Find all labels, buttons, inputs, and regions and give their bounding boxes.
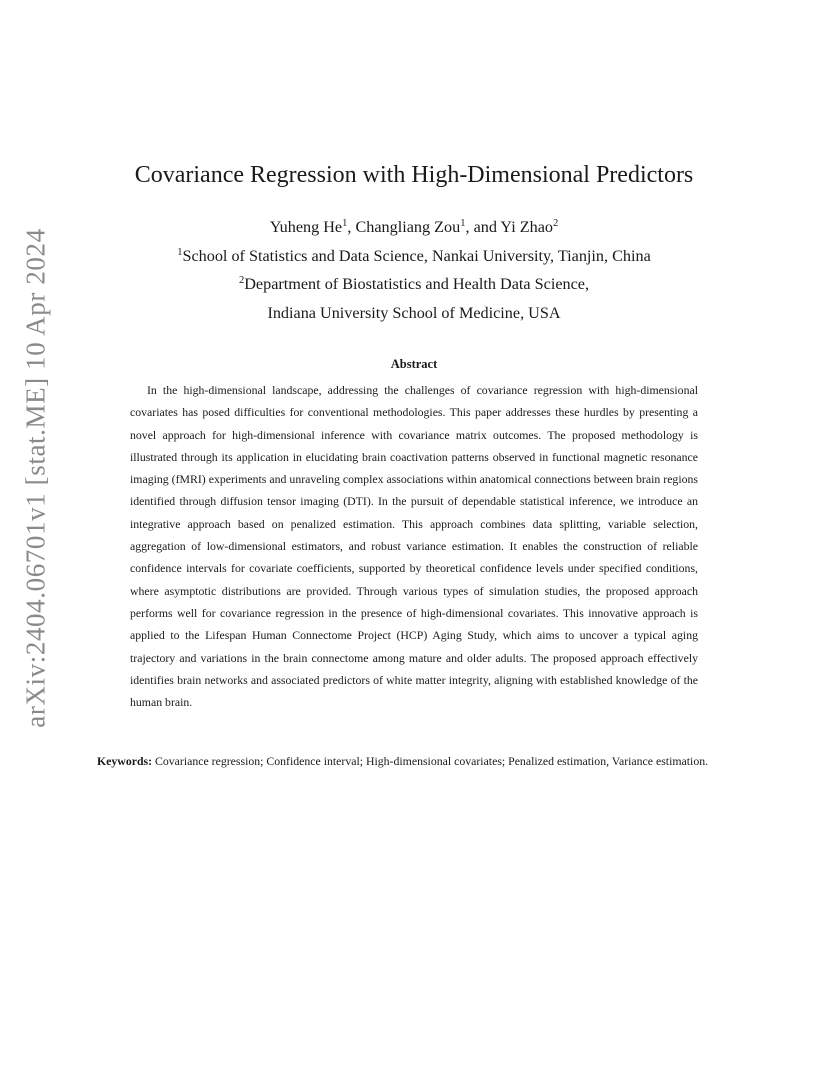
affiliation-mark: 2 — [238, 275, 245, 286]
author-separator: , and — [465, 218, 501, 236]
affiliation-text: Department of Biostatistics and Health Data Science, — [244, 275, 590, 293]
author-name: Yuheng He — [269, 218, 343, 236]
author-block — [0, 213, 828, 327]
affiliation-mark: 1 — [177, 246, 183, 258]
abstract-heading: Abstract — [390, 357, 438, 371]
paper-title: Covariance Regression with High-Dimensional Predictors — [134, 162, 694, 188]
author-separator: , — [347, 218, 356, 236]
author-list — [0, 213, 828, 242]
affiliation-line — [0, 242, 828, 271]
author-name: Changliang Zou — [355, 218, 461, 236]
author-affiliation-mark: 1 — [342, 218, 348, 229]
affiliation-line — [0, 270, 828, 299]
arxiv-identifier-stamp: arXiv:2404.06701v1 [stat.ME] 10 Apr 2024 — [20, 228, 51, 728]
affiliation-line — [0, 299, 828, 328]
affiliation-text: Indiana University School of Medicine, USA — [267, 303, 561, 322]
abstract-text: In the high-dimensional landscape, addressing the challenges of covariance regression with high-dimensional covariates has posed difficulties for conventional methodologies. This paper addresses these hurdles by presenting a novel approach for high-dimensional inference with covariance matrix outcomes. The proposed methodology is illustrated through its application in elucidating brain coactivation patterns observed in functional magnetic resonance imaging (fMRI) experiments and unraveling complex associations within anatomical connections between brain regions identified through diffusion tensor imaging (DTI). In the pursuit of dependable statistical inference, we introduce an integrative approach based on penalized estimation. This approach combines data splitting, variable selection, aggregation of low-dimensional estimators, and robust variance estimation. It enables the construction of reliable confidence intervals for covariate coefficients, supported by theoretical confidence levels under specified conditions, where asymptotic distributions are provided. Through various types of simulation studies, the proposed approach performs well for covariance regression in the presence of high-dimensional covariates. This innovative approach is applied to the Lifespan Human Connectome Project (HCP) Aging Study, which aims to uncover a typical aging trajectory and variations in the brain connectome among mature and older adults. The proposed approach effectively identifies brain networks and associated predictors of white matter integrity, aligning with established knowledge of the human brain. — [130, 383, 698, 710]
keywords-paragraph — [97, 749, 732, 773]
keywords-label: Keywords: — [97, 754, 153, 768]
keywords-text: Covariance regression; Confidence interval; High-dimensional covariates; Penalized estimation, Variance estimation. — [155, 754, 709, 768]
author-name: Yi Zhao — [500, 218, 554, 236]
author-affiliation-mark: 2 — [553, 218, 559, 229]
author-affiliation-mark: 1 — [460, 218, 466, 229]
affiliation-text: School of Statistics and Data Science, Nankai University, Tianjin, China — [182, 246, 651, 265]
